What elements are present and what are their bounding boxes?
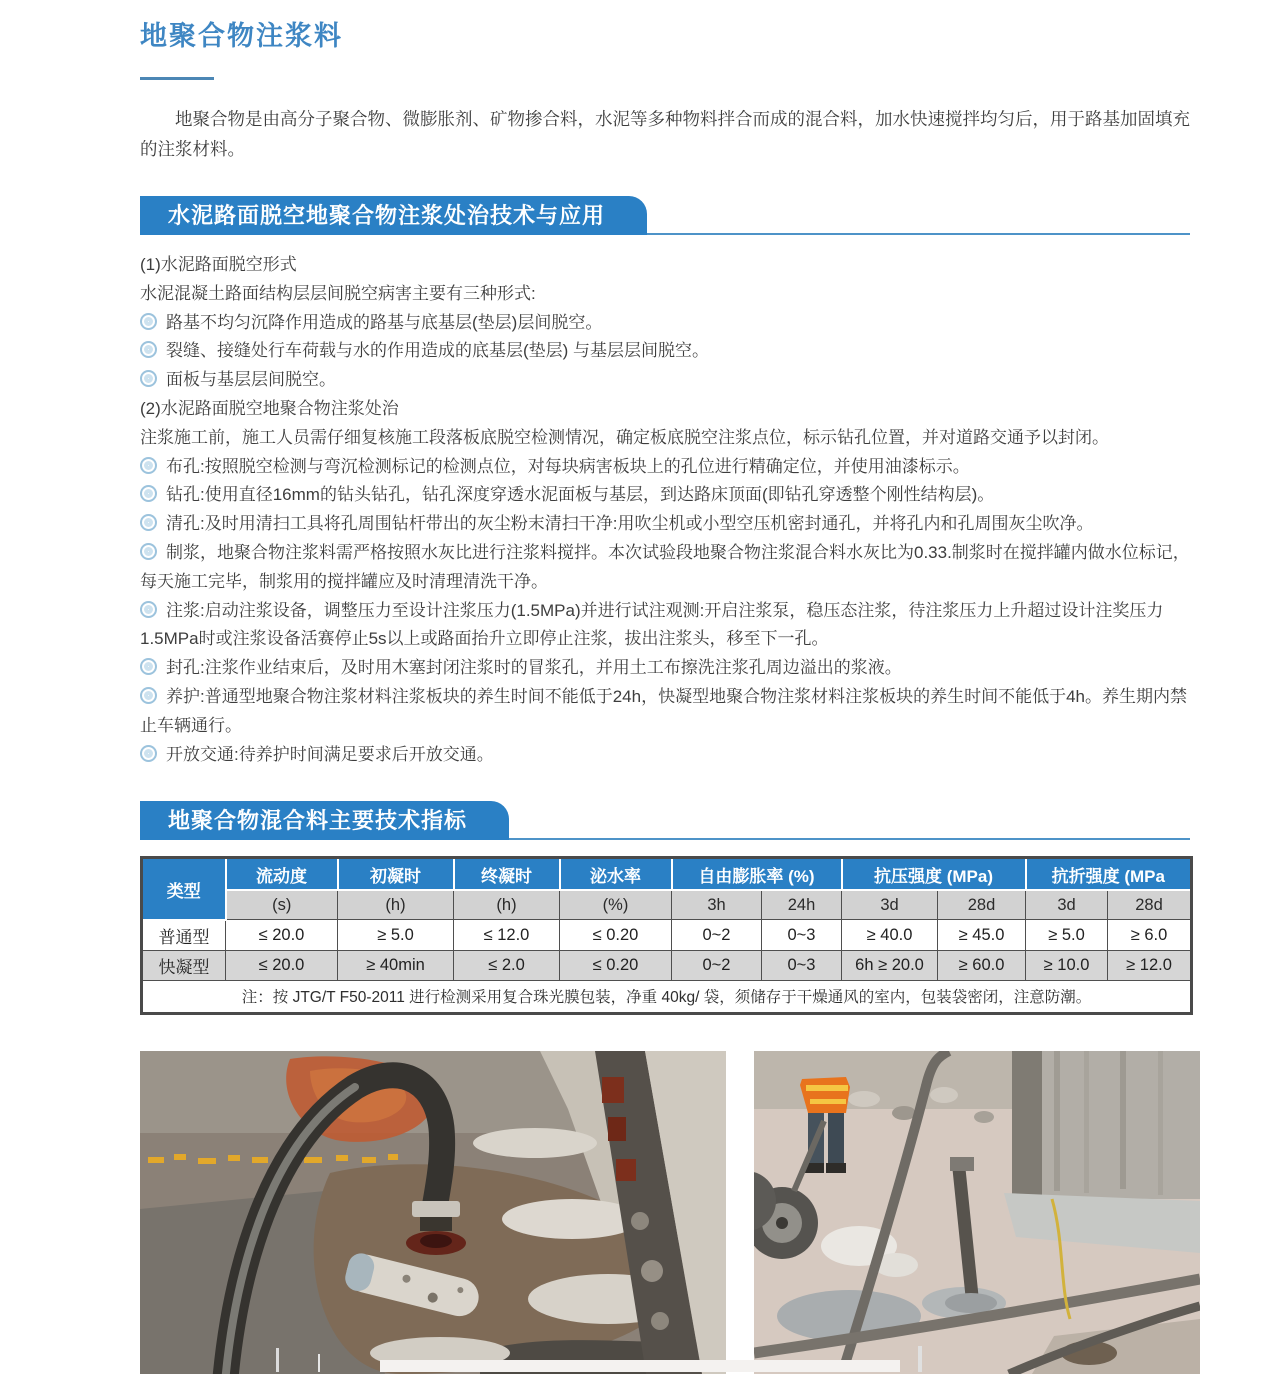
table-cell: ≥ 40.0 (842, 920, 938, 951)
bullet-ring-icon (140, 457, 157, 474)
page-bottom-artifact (918, 1346, 922, 1372)
table-subheader-cell: (h) (454, 890, 560, 920)
body-line (140, 510, 1190, 539)
page-bottom-artifact (318, 1354, 320, 1372)
table-subheader-cell: 3d (1026, 890, 1108, 920)
bullet-ring-icon (140, 514, 157, 531)
body-line-text: 养护:普通型地聚合物注浆材料注浆板块的养生时间不能低于24h，快凝型地聚合物注浆材料注浆板块的养生时间不能低于4h。养生期内禁止车辆通行。 (140, 686, 1187, 735)
bullet-ring-icon (140, 658, 157, 675)
section-header-band: 水泥路面脱空地聚合物注浆处治技术与应用 (140, 196, 647, 235)
table-cell: ≤ 20.0 (226, 950, 338, 980)
body-line-text: 开放交通:待养护时间满足要求后开放交通。 (166, 744, 494, 764)
table-subheader-cell: 3h (672, 890, 762, 920)
bullet-ring-icon (140, 601, 157, 618)
table-cell: ≥ 12.0 (1108, 950, 1192, 980)
body-line (140, 366, 1190, 395)
table-cell: ≥ 45.0 (938, 920, 1026, 951)
table-note-row (142, 980, 1192, 1013)
body-line (140, 654, 1190, 683)
body-line (140, 453, 1190, 482)
body-line-text: 注浆施工前，施工人员需仔细复核施工段落板底脱空检测情况，确定板底脱空注浆点位，标示钻孔位置，并对道路交通予以封闭。 (140, 427, 1109, 447)
table-cell: ≥ 6.0 (1108, 920, 1192, 951)
body-line-text: 制浆，地聚合物注浆料需严格按照水灰比进行注浆料搅拌。本次试验段地聚合物注浆混合料水灰比为0.33.制浆时在搅拌罐内做水位标记，每天施工完毕，制浆用的搅拌罐应及时清理清洗干净。 (140, 542, 1190, 591)
bullet-ring-icon (140, 543, 157, 560)
table-subheader-cell: 24h (762, 890, 842, 920)
photo-construction-site (754, 1051, 1200, 1374)
table-cell: 6h ≥ 20.0 (842, 950, 938, 980)
table-header-cell: 终凝时 (454, 858, 560, 891)
table-header-cell: 类型 (142, 858, 226, 920)
page-bottom-artifact (380, 1360, 900, 1372)
section-header-band: 地聚合物混合料主要技术指标 (140, 801, 509, 840)
table-subheader-cell: 3d (842, 890, 938, 920)
table-cell: ≥ 5.0 (338, 920, 454, 951)
table-subheader-cell: 28d (938, 890, 1026, 920)
body-line-text: (2)水泥路面脱空地聚合物注浆处治 (140, 398, 399, 418)
bullet-ring-icon (140, 485, 157, 502)
table-cell: 0~2 (672, 950, 762, 980)
table-subheader-cell: (h) (338, 890, 454, 920)
table-cell: 0~3 (762, 950, 842, 980)
section1-body (140, 251, 1190, 769)
intro-paragraph: 地聚合物是由高分子聚合物、微膨胀剂、矿物掺合料，水泥等多种物料拌合而成的混合料，加水快速搅拌均匀后，用于路基加固填充的注浆材料。 (140, 109, 1190, 159)
bullet-ring-icon (140, 687, 157, 704)
table-subheader-cell: (%) (560, 890, 672, 920)
table-header-cell: 初凝时 (338, 858, 454, 891)
page-title: 地聚合物注浆料 (140, 21, 343, 51)
table-header-cell: 自由膨胀率 (%) (672, 858, 842, 891)
table-cell: ≤ 2.0 (454, 950, 560, 980)
body-line (140, 481, 1190, 510)
body-line-text: 水泥混凝土路面结构层层间脱空病害主要有三种形式: (140, 283, 536, 303)
body-line-text: 布孔:按照脱空检测与弯沉检测标记的检测点位，对每块病害板块上的孔位进行精确定位，并使用油漆标示。 (166, 456, 970, 476)
table-cell: ≤ 12.0 (454, 920, 560, 951)
table-cell: ≥ 5.0 (1026, 920, 1108, 951)
body-line (140, 741, 1190, 770)
bullet-ring-icon (140, 341, 157, 358)
document-page (140, 0, 1204, 1374)
table-cell: 快凝型 (142, 950, 226, 980)
title-underline (140, 77, 214, 80)
body-line (140, 597, 1190, 655)
bullet-ring-icon (140, 370, 157, 387)
body-line-text: 钻孔:使用直径16mm的钻头钻孔，钻孔深度穿透水泥面板与基层，到达路床顶面(即钻孔穿透整个刚性结构层)。 (166, 485, 995, 505)
table-row (142, 950, 1192, 980)
body-line (140, 251, 1190, 280)
table-header-cell: 泌水率 (560, 858, 672, 891)
table-note: 注：按 JTG/T F50-2011 进行检测采用复合珠光膜包装，净重 40kg/ 袋，须储存于干燥通风的室内，包装袋密闭，注意防潮。 (142, 980, 1192, 1013)
body-line-text: 路基不均匀沉降作用造成的路基与底基层(垫层)层间脱空。 (166, 312, 603, 332)
body-line-text: 清孔:及时用清扫工具将孔周围钻杆带出的灰尘粉末清扫干净:用吹尘机或小型空压机密封通孔，并将孔内和孔周围灰尘吹净。 (166, 514, 1094, 534)
body-line (140, 539, 1190, 597)
photo-row (140, 1051, 1204, 1374)
body-line (140, 280, 1190, 309)
table-row (142, 920, 1192, 951)
table-subheader-cell: (s) (226, 890, 338, 920)
section-header-2 (140, 801, 1190, 840)
table-header-row-2 (142, 890, 1192, 920)
table-cell: ≤ 0.20 (560, 950, 672, 980)
body-line (140, 309, 1190, 338)
section-header-1 (140, 196, 1190, 235)
body-line (140, 395, 1190, 424)
spec-table (140, 856, 1193, 1015)
body-line (140, 424, 1190, 453)
table-header-cell: 抗压强度 (MPa) (842, 858, 1026, 891)
table-header-cell: 抗折强度 (MPa (1026, 858, 1192, 891)
photo-grouting-hose (140, 1051, 726, 1374)
page-bottom-artifact (276, 1348, 279, 1372)
table-cell: ≥ 60.0 (938, 950, 1026, 980)
body-line (140, 337, 1190, 366)
body-line-text: 面板与基层层间脱空。 (166, 370, 336, 390)
table-header-cell: 流动度 (226, 858, 338, 891)
body-line (140, 683, 1190, 741)
bullet-ring-icon (140, 313, 157, 330)
table-cell: 普通型 (142, 920, 226, 951)
table-subheader-cell: 28d (1108, 890, 1192, 920)
photo-construction-site-image (754, 1051, 1200, 1374)
table-cell: ≤ 20.0 (226, 920, 338, 951)
bullet-ring-icon (140, 745, 157, 762)
body-line-text: 裂缝、接缝处行车荷载与水的作用造成的底基层(垫层) 与基层层间脱空。 (166, 341, 710, 361)
body-line-text: 注浆:启动注浆设备，调整压力至设计注浆压力(1.5MPa)并进行试注观测:开启注浆泵，稳压态注浆，待注浆压力上升超过设计注奖压力1.5MPa时或注浆设备活赛停止5s以上或路面抬升立即停止注浆，拔出注浆头，移至下一孔。 (140, 600, 1164, 649)
table-cell: ≤ 0.20 (560, 920, 672, 951)
photo-grouting-hose-image (140, 1051, 726, 1374)
spec-table-body (142, 920, 1192, 981)
body-line-text: 封孔:注浆作业结束后，及时用木塞封闭注浆时的冒浆孔，并用土工布擦洗注浆孔周边溢出的浆液。 (166, 658, 902, 678)
table-header-row-1 (142, 858, 1192, 891)
table-cell: 0~2 (672, 920, 762, 951)
table-cell: 0~3 (762, 920, 842, 951)
table-cell: ≥ 40min (338, 950, 454, 980)
table-cell: ≥ 10.0 (1026, 950, 1108, 980)
body-line-text: (1)水泥路面脱空形式 (140, 255, 297, 274)
